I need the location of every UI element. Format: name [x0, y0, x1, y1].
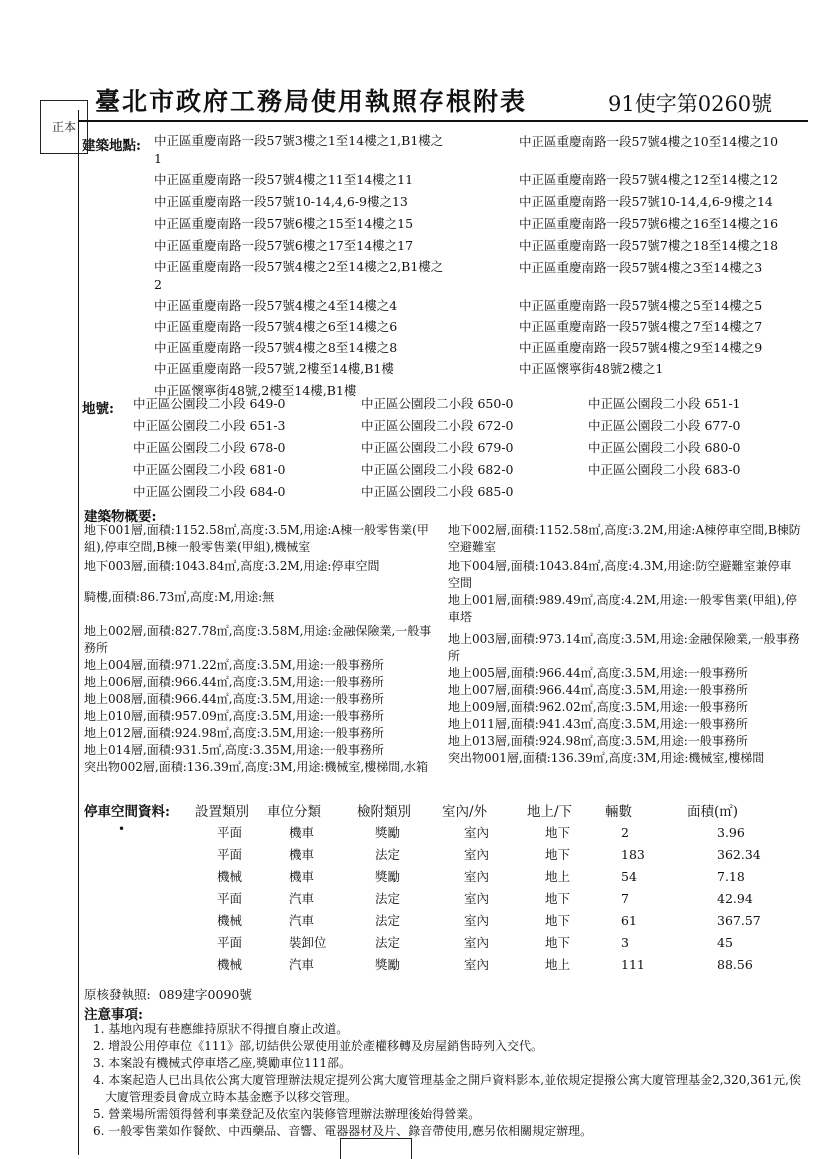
table-row — [195, 953, 785, 975]
note-item: 4. 本案起造人已出具依公寓大廈管理辦法規定提列公寓大廈管理基金之開戶資料影本,並依規定提撥公寓大廈管理基金2,320,361元,俟大廈管理委員會成立時本基金應予以移交管理。 — [93, 1073, 801, 1104]
original-permit — [84, 985, 252, 1003]
address-row — [154, 296, 814, 317]
address-right: 中正區重慶南路一段57號4樓之9至14樓之9 — [519, 340, 763, 355]
address-row — [154, 317, 814, 338]
building-floor: 地上012層,面積:924.98㎡,高度:3.5M,用途:一般事務所 — [84, 726, 384, 740]
address-row — [154, 170, 814, 192]
building-floor: 突出物002層,面積:136.39㎡,高度:3M,用途:機械室,樓梯間,水箱 — [84, 760, 429, 774]
lot-cell: 中正區公園段二小段 683-0 — [588, 462, 741, 477]
building-floor: 地下001層,面積:1152.58㎡,高度:3.5M,用途:A棟一般零售業(甲組),停車空間,B棟一般零售業(甲組),機械室 — [84, 523, 429, 554]
building-floor: 騎樓,面積:86.73㎡,高度:M,用途:無 — [84, 590, 275, 604]
cell-area: 7.18 — [717, 868, 745, 884]
lot-cell: 中正區公園段二小段 682-0 — [361, 462, 514, 477]
lot-cell: 中正區公園段二小段 650-0 — [361, 396, 514, 411]
cell-count: 183 — [621, 846, 645, 862]
cell-type: 機械 — [217, 869, 243, 884]
building-floor: 地下002層,面積:1152.58㎡,高度:3.2M,用途:A棟停車空間,B棟防空避難室 — [448, 523, 801, 554]
cell-category: 法定 — [375, 891, 401, 906]
building-floor: 地上009層,面積:962.02㎡,高度:3.5M,用途:一般事務所 — [448, 700, 748, 714]
parking-header: 檢附類別 — [357, 804, 411, 820]
building-floor: 地上014層,面積:931.5㎡,高度:3.35M,用途:一般事務所 — [84, 743, 384, 757]
cell-level: 地下 — [545, 825, 571, 840]
cell-count: 7 — [621, 890, 629, 906]
table-row — [195, 821, 785, 843]
permit-number: 91使字第0260號 — [608, 92, 773, 116]
parking-header: 輛數 — [605, 804, 632, 820]
address-row — [154, 338, 814, 359]
left-margin-line — [78, 110, 79, 1155]
cell-count: 2 — [621, 824, 629, 840]
cell-level: 地下 — [545, 891, 571, 906]
cell-indoor: 室內 — [464, 935, 490, 950]
address-left: 中正區重慶南路一段57號4樓之4至14樓之4 — [154, 298, 398, 313]
notes-label: 注意事項: — [84, 1007, 143, 1023]
notes-list — [93, 1021, 808, 1140]
cell-category: 獎勵 — [375, 957, 401, 972]
address-right: 中正區重慶南路一段57號4樓之5至14樓之5 — [519, 298, 763, 313]
cell-level: 地下 — [545, 935, 571, 950]
cell-class: 汽車 — [289, 913, 315, 928]
address-right: 中正區重慶南路一段57號4樓之7至14樓之7 — [519, 319, 763, 334]
address-left: 中正區重慶南路一段57號4樓之6至14樓之6 — [154, 319, 398, 334]
stamp-bottom — [340, 1138, 412, 1159]
cell-count: 3 — [621, 934, 629, 950]
cell-class: 機車 — [289, 825, 315, 840]
building-floor: 地上004層,面積:971.22㎡,高度:3.5M,用途:一般事務所 — [84, 658, 384, 672]
lot-row — [133, 482, 813, 504]
note-item: 2. 增設公用停車位《111》部,切結供公眾使用並於產權移轉及房屋銷售時列入交代。 — [93, 1039, 543, 1053]
cell-class: 汽車 — [289, 957, 315, 972]
cell-level: 地下 — [545, 913, 571, 928]
parking-header-row — [195, 799, 785, 821]
address-label: 建築地點: — [82, 138, 141, 154]
lot-cell: 中正區公園段二小段 681-0 — [133, 462, 286, 477]
address-row — [154, 236, 814, 258]
cell-type: 機械 — [217, 913, 243, 928]
address-left: 中正區重慶南路一段57號3樓之1至14樓之1,B1樓之1 — [154, 133, 444, 166]
table-row — [195, 843, 785, 865]
header-rule — [78, 120, 808, 122]
cell-indoor: 室內 — [464, 847, 490, 862]
lot-cell: 中正區公園段二小段 651-3 — [133, 418, 286, 433]
cell-level: 地上 — [545, 869, 571, 884]
lot-cell: 中正區公園段二小段 651-1 — [588, 396, 741, 411]
building-floor: 地上005層,面積:966.44㎡,高度:3.5M,用途:一般事務所 — [448, 666, 748, 680]
cell-type: 平面 — [217, 891, 243, 906]
address-row — [154, 258, 814, 296]
address-row — [154, 214, 814, 236]
note-item: 3. 本案設有機械式停車塔乙座,獎勵車位111部。 — [93, 1056, 351, 1070]
lots-block — [133, 394, 813, 504]
address-left: 中正區重慶南路一段57號6樓之17至14樓之17 — [154, 238, 414, 253]
cell-count: 111 — [621, 956, 645, 972]
address-right: 中正區重慶南路一段57號7樓之18至14樓之18 — [519, 238, 779, 253]
parking-bullet: • — [118, 822, 126, 836]
cell-type: 平面 — [217, 847, 243, 862]
building-left-col — [84, 522, 436, 793]
building-label: 建築物概要: — [84, 509, 157, 525]
building-floor: 地上002層,面積:827.78㎡,高度:3.58M,用途:金融保險業,一般事務所 — [84, 624, 432, 655]
table-row — [195, 865, 785, 887]
building-floor: 地上011層,面積:941.43㎡,高度:3.5M,用途:一般事務所 — [448, 717, 748, 731]
lot-cell: 中正區公園段二小段 684-0 — [133, 484, 286, 499]
note-item: 5. 營業場所需領得營利事業登記及依室內裝修管理辦法辦理後始得營業。 — [93, 1107, 481, 1121]
cell-category: 獎勵 — [375, 869, 401, 884]
address-right: 中正區重慶南路一段57號4樓之3至14樓之3 — [519, 260, 763, 275]
stamp-left: 正本 — [40, 100, 88, 154]
building-right-col — [448, 522, 803, 767]
cell-indoor: 室內 — [464, 825, 490, 840]
address-row — [154, 359, 814, 381]
address-right: 中正區重慶南路一段57號6樓之16至14樓之16 — [519, 216, 779, 231]
cell-category: 法定 — [375, 935, 401, 950]
lot-cell: 中正區公園段二小段 672-0 — [361, 418, 514, 433]
cell-area: 362.34 — [717, 846, 761, 862]
table-row — [195, 887, 785, 909]
original-permit-label: 原核發執照: — [84, 987, 151, 1002]
parking-label: 停車空間資料: — [84, 804, 170, 820]
note-item: 6. 一般零售業如作餐飲、中西藥品、音響、電器器材及片、錄音帶使用,應另依相關規定辦理。 — [93, 1124, 593, 1138]
lot-cell: 中正區公園段二小段 649-0 — [133, 396, 286, 411]
cell-indoor: 室內 — [464, 913, 490, 928]
lot-cell: 中正區公園段二小段 677-0 — [588, 418, 741, 433]
address-left: 中正區重慶南路一段57號10-14,4,6-9樓之13 — [154, 194, 408, 209]
cell-indoor: 室內 — [464, 869, 490, 884]
building-floor: 地上003層,面積:973.14㎡,高度:3.5M,用途:金融保險業,一般事務所 — [448, 632, 800, 663]
lot-row — [133, 394, 813, 416]
note-item: 1. 基地內現有巷應維持原狀不得擅自廢止改道。 — [93, 1022, 349, 1036]
cell-category: 法定 — [375, 847, 401, 862]
address-left: 中正區重慶南路一段57號4樓之11至14樓之11 — [154, 172, 414, 187]
cell-type: 平面 — [217, 935, 243, 950]
lots-label: 地號: — [82, 401, 114, 417]
cell-level: 地上 — [545, 957, 571, 972]
building-floor: 突出物001層,面積:136.39㎡,高度:3M,用途:機械室,樓梯間 — [448, 751, 765, 765]
building-floor: 地上008層,面積:966.44㎡,高度:3.5M,用途:一般事務所 — [84, 692, 384, 706]
address-block — [154, 132, 814, 403]
address-right: 中正區重慶南路一段57號4樓之10至14樓之10 — [519, 134, 779, 149]
building-floor: 地上013層,面積:924.98㎡,高度:3.5M,用途:一般事務所 — [448, 734, 748, 748]
address-right: 中正區重慶南路一段57號4樓之12至14樓之12 — [519, 172, 779, 187]
building-floor: 地上010層,面積:957.09㎡,高度:3.5M,用途:一般事務所 — [84, 709, 384, 723]
cell-indoor: 室內 — [464, 957, 490, 972]
parking-header: 地上/下 — [527, 804, 573, 820]
lot-row — [133, 438, 813, 460]
page-title: 臺北市政府工務局使用執照存根附表 — [95, 87, 528, 116]
cell-area: 3.96 — [717, 824, 745, 840]
building-floor: 地上007層,面積:966.44㎡,高度:3.5M,用途:一般事務所 — [448, 683, 748, 697]
table-row — [195, 909, 785, 931]
building-floor: 地下003層,面積:1043.84㎡,高度:3.2M,用途:停車空間 — [84, 559, 380, 573]
cell-count: 54 — [621, 868, 637, 884]
cell-area: 367.57 — [717, 912, 761, 928]
cell-class: 汽車 — [289, 891, 315, 906]
parking-header: 設置類別 — [195, 804, 249, 820]
address-right: 中正區懷寧街48號2樓之1 — [519, 361, 664, 376]
cell-level: 地下 — [545, 847, 571, 862]
table-row — [195, 931, 785, 953]
parking-table — [195, 799, 785, 975]
address-right: 中正區重慶南路一段57號10-14,4,6-9樓之14 — [519, 194, 773, 209]
building-floor: 地下004層,面積:1043.84㎡,高度:4.3M,用途:防空避難室兼停車空間 — [448, 559, 792, 590]
cell-area: 88.56 — [717, 956, 753, 972]
address-left: 中正區重慶南路一段57號,2樓至14樓,B1樓 — [154, 361, 394, 376]
lot-row — [133, 460, 813, 482]
lot-cell: 中正區公園段二小段 680-0 — [588, 440, 741, 455]
address-row — [154, 192, 814, 214]
address-left: 中正區重慶南路一段57號4樓之8至14樓之8 — [154, 340, 398, 355]
address-row — [154, 132, 814, 170]
cell-area: 45 — [717, 934, 733, 950]
cell-class: 機車 — [289, 869, 315, 884]
cell-category: 法定 — [375, 913, 401, 928]
original-permit-value: 089建字0090號 — [158, 987, 252, 1002]
address-left: 中正區重慶南路一段57號6樓之15至14樓之15 — [154, 216, 414, 231]
cell-type: 機械 — [217, 957, 243, 972]
address-left: 中正區重慶南路一段57號4樓之2至14樓之2,B1樓之2 — [154, 259, 444, 292]
building-floor: 地上006層,面積:966.44㎡,高度:3.5M,用途:一般事務所 — [84, 675, 384, 689]
cell-type: 平面 — [217, 825, 243, 840]
cell-category: 獎勵 — [375, 825, 401, 840]
address-left: 中正區懷寧街48號,2樓至14樓,B1樓 — [154, 383, 357, 398]
cell-area: 42.94 — [717, 890, 753, 906]
lot-cell: 中正區公園段二小段 678-0 — [133, 440, 286, 455]
building-floor: 地上001層,面積:989.49㎡,高度:4.2M,用途:一般零售業(甲組),停車塔 — [448, 593, 798, 624]
lot-cell: 中正區公園段二小段 685-0 — [361, 484, 514, 499]
parking-header: 車位分類 — [267, 804, 321, 820]
parking-header: 面積(㎡) — [687, 804, 739, 820]
cell-class: 機車 — [289, 847, 315, 862]
lot-cell: 中正區公園段二小段 679-0 — [361, 440, 514, 455]
cell-class: 裝卸位 — [289, 935, 327, 950]
parking-header: 室內/外 — [442, 804, 488, 820]
cell-indoor: 室內 — [464, 891, 490, 906]
cell-count: 61 — [621, 912, 637, 928]
lot-row — [133, 416, 813, 438]
